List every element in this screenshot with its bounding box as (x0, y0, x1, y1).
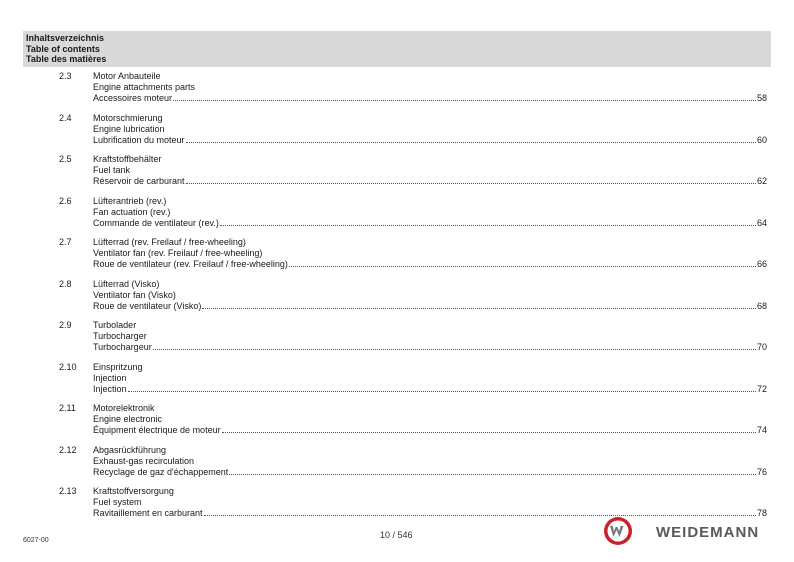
toc-entry-title-fr: Injection (93, 383, 127, 394)
toc-entry-number: 2.12 (59, 444, 77, 455)
dot-leader (289, 259, 756, 267)
toc-entry-title-de: Motorelektronik (93, 403, 155, 413)
dot-leader (202, 301, 756, 309)
toc-entry-title-en: Ventilator fan (Visko) (93, 289, 176, 300)
toc-entry-title-fr: Accessoires moteur (93, 93, 173, 103)
toc-entry-fr-row[interactable] (93, 508, 767, 519)
toc-entry-page-number[interactable]: 70 (756, 342, 767, 352)
toc-entry-title-en: Exhaust-gas recirculation (93, 455, 195, 466)
toc-header (23, 31, 771, 67)
toc-entry-fr-row[interactable] (93, 135, 767, 146)
toc-entry-title-de: Lüfterantrieb (rev.) (93, 195, 167, 206)
toc-entry-number: 2.11 (59, 403, 76, 413)
toc-entry-page-number[interactable]: 68 (756, 300, 767, 311)
dot-leader (204, 508, 756, 516)
toc-entry-title-de: Turbolader (93, 320, 137, 330)
toc-entry-fr-row[interactable] (93, 301, 767, 312)
toc-entry-page-number[interactable]: 66 (756, 259, 767, 269)
toc-entry-page-number[interactable]: 78 (756, 508, 767, 518)
toc-entry-title-fr: Roue de ventilateur (rev. Freilauf / free-wheeling) (93, 259, 288, 269)
toc-entry-number: 2.8 (59, 278, 72, 289)
toc-entry-page-number[interactable]: 76 (756, 466, 767, 477)
dot-leader (173, 93, 756, 101)
toc-entry-fr-row[interactable] (93, 425, 767, 436)
toc-entry-number: 2.4 (59, 112, 72, 123)
toc-entry-title-de: Einspritzung (93, 361, 143, 372)
toc-entry-titles (93, 113, 767, 146)
toc-entry-titles (93, 154, 767, 187)
toc-entry[interactable] (0, 320, 794, 362)
toc-entry-title-de: Motor Anbauteile (93, 71, 161, 81)
toc-entry-title-en: Engine electronic (93, 414, 163, 424)
dot-leader (222, 425, 756, 433)
toc-entry-titles (93, 486, 767, 519)
toc-entry-number: 2.6 (59, 195, 72, 206)
toc-entry-fr-row[interactable] (93, 176, 767, 187)
dot-leader (220, 218, 756, 226)
dot-leader (186, 176, 756, 184)
toc-entry-title-fr: Équipment électrique de moteur (93, 425, 221, 435)
toc-entry-title-fr: Roue de ventilateur (Visko) (93, 300, 202, 311)
toc-entry-fr-row[interactable] (93, 259, 767, 270)
toc-entry[interactable] (0, 403, 794, 445)
toc-entry-title-en: Ventilator fan (rev. Freilauf / free-wheeling) (93, 248, 263, 258)
toc-entry-page-number[interactable]: 74 (756, 425, 767, 435)
toc-entry-number: 2.5 (59, 154, 72, 164)
header-title-en: Table of contents (26, 43, 100, 54)
toc-entry-number: 2.10 (59, 361, 77, 372)
toc-entry-fr-row[interactable] (93, 218, 767, 229)
toc-entry[interactable] (0, 196, 794, 238)
toc-entry-number: 2.7 (59, 237, 72, 247)
toc-entry-title-en: Engine lubrication (93, 123, 165, 134)
toc-entry-fr-row[interactable] (93, 384, 767, 395)
toc-entry-title-de: Kraftstoffversorgung (93, 486, 174, 496)
toc-entry-fr-row[interactable] (93, 93, 767, 104)
header-title-de: Inhaltsverzeichnis (26, 33, 105, 43)
toc-list (0, 71, 794, 528)
toc-entry-title-en: Turbocharger (93, 331, 147, 341)
toc-entry-number: 2.9 (59, 320, 72, 330)
toc-entry-fr-row[interactable] (93, 467, 767, 478)
toc-entry-title-fr: Recyclage de gaz d'échappement (93, 466, 229, 477)
document-code: 6027-00 (23, 537, 49, 544)
toc-entry-titles (93, 279, 767, 312)
toc-entry-title-fr: Lubrification du moteur (93, 134, 185, 145)
toc-entry-titles (93, 362, 767, 395)
toc-entry[interactable] (0, 362, 794, 404)
toc-entry-titles (93, 445, 767, 478)
toc-entry[interactable] (0, 113, 794, 155)
toc-entry[interactable] (0, 237, 794, 279)
toc-entry-page-number[interactable]: 58 (756, 93, 767, 103)
toc-entry[interactable] (0, 445, 794, 487)
toc-entry-title-fr: Réservoir de carburant (93, 176, 185, 186)
toc-entry-titles (93, 71, 767, 104)
toc-entry-title-de: Lüfterrad (rev. Freilauf / free-wheeling) (93, 237, 246, 247)
toc-entry[interactable] (0, 486, 794, 528)
toc-entry-title-fr: Commande de ventilateur (rev.) (93, 217, 219, 228)
toc-entry-title-de: Abgasrückführung (93, 444, 167, 455)
toc-entry-title-de: Kraftstoffbehälter (93, 154, 162, 164)
toc-entry-page-number[interactable]: 64 (756, 217, 767, 228)
brand-name: WEIDEMANN (656, 524, 760, 541)
toc-entry-title-en: Engine attachments parts (93, 82, 196, 92)
toc-entry-title-de: Motorschmierung (93, 112, 163, 123)
weidemann-w-logo-icon (603, 516, 633, 546)
dot-leader (229, 467, 756, 475)
header-title-fr: Table des matières (26, 54, 107, 64)
toc-entry-page-number[interactable]: 62 (756, 176, 767, 186)
toc-entry-title-en: Fuel tank (93, 165, 131, 175)
toc-entry-title-de: Lüfterrad (Visko) (93, 278, 160, 289)
dot-leader (128, 384, 756, 392)
page-indicator: 10 / 546 (380, 530, 413, 540)
toc-entry-titles (93, 237, 767, 270)
toc-entry-titles (93, 320, 767, 353)
toc-entry-number: 2.3 (59, 71, 72, 81)
toc-entry-title-fr: Ravitaillement en carburant (93, 508, 203, 518)
toc-entry[interactable] (0, 279, 794, 321)
toc-entry-page-number[interactable]: 60 (756, 134, 767, 145)
toc-entry-number: 2.13 (59, 486, 77, 496)
toc-entry[interactable] (0, 71, 794, 113)
toc-entry-title-en: Fuel system (93, 497, 142, 507)
toc-entry-title-fr: Turbochargeur (93, 342, 152, 352)
toc-entry-fr-row[interactable] (93, 342, 767, 353)
toc-entry-titles (93, 196, 767, 229)
dot-leader (153, 342, 756, 350)
toc-entry-title-en: Injection (93, 372, 127, 383)
dot-leader (186, 135, 756, 143)
toc-entry-title-en: Fan actuation (rev.) (93, 206, 171, 217)
toc-entry[interactable] (0, 154, 794, 196)
toc-entry-titles (93, 403, 767, 436)
toc-entry-page-number[interactable]: 72 (756, 383, 767, 394)
